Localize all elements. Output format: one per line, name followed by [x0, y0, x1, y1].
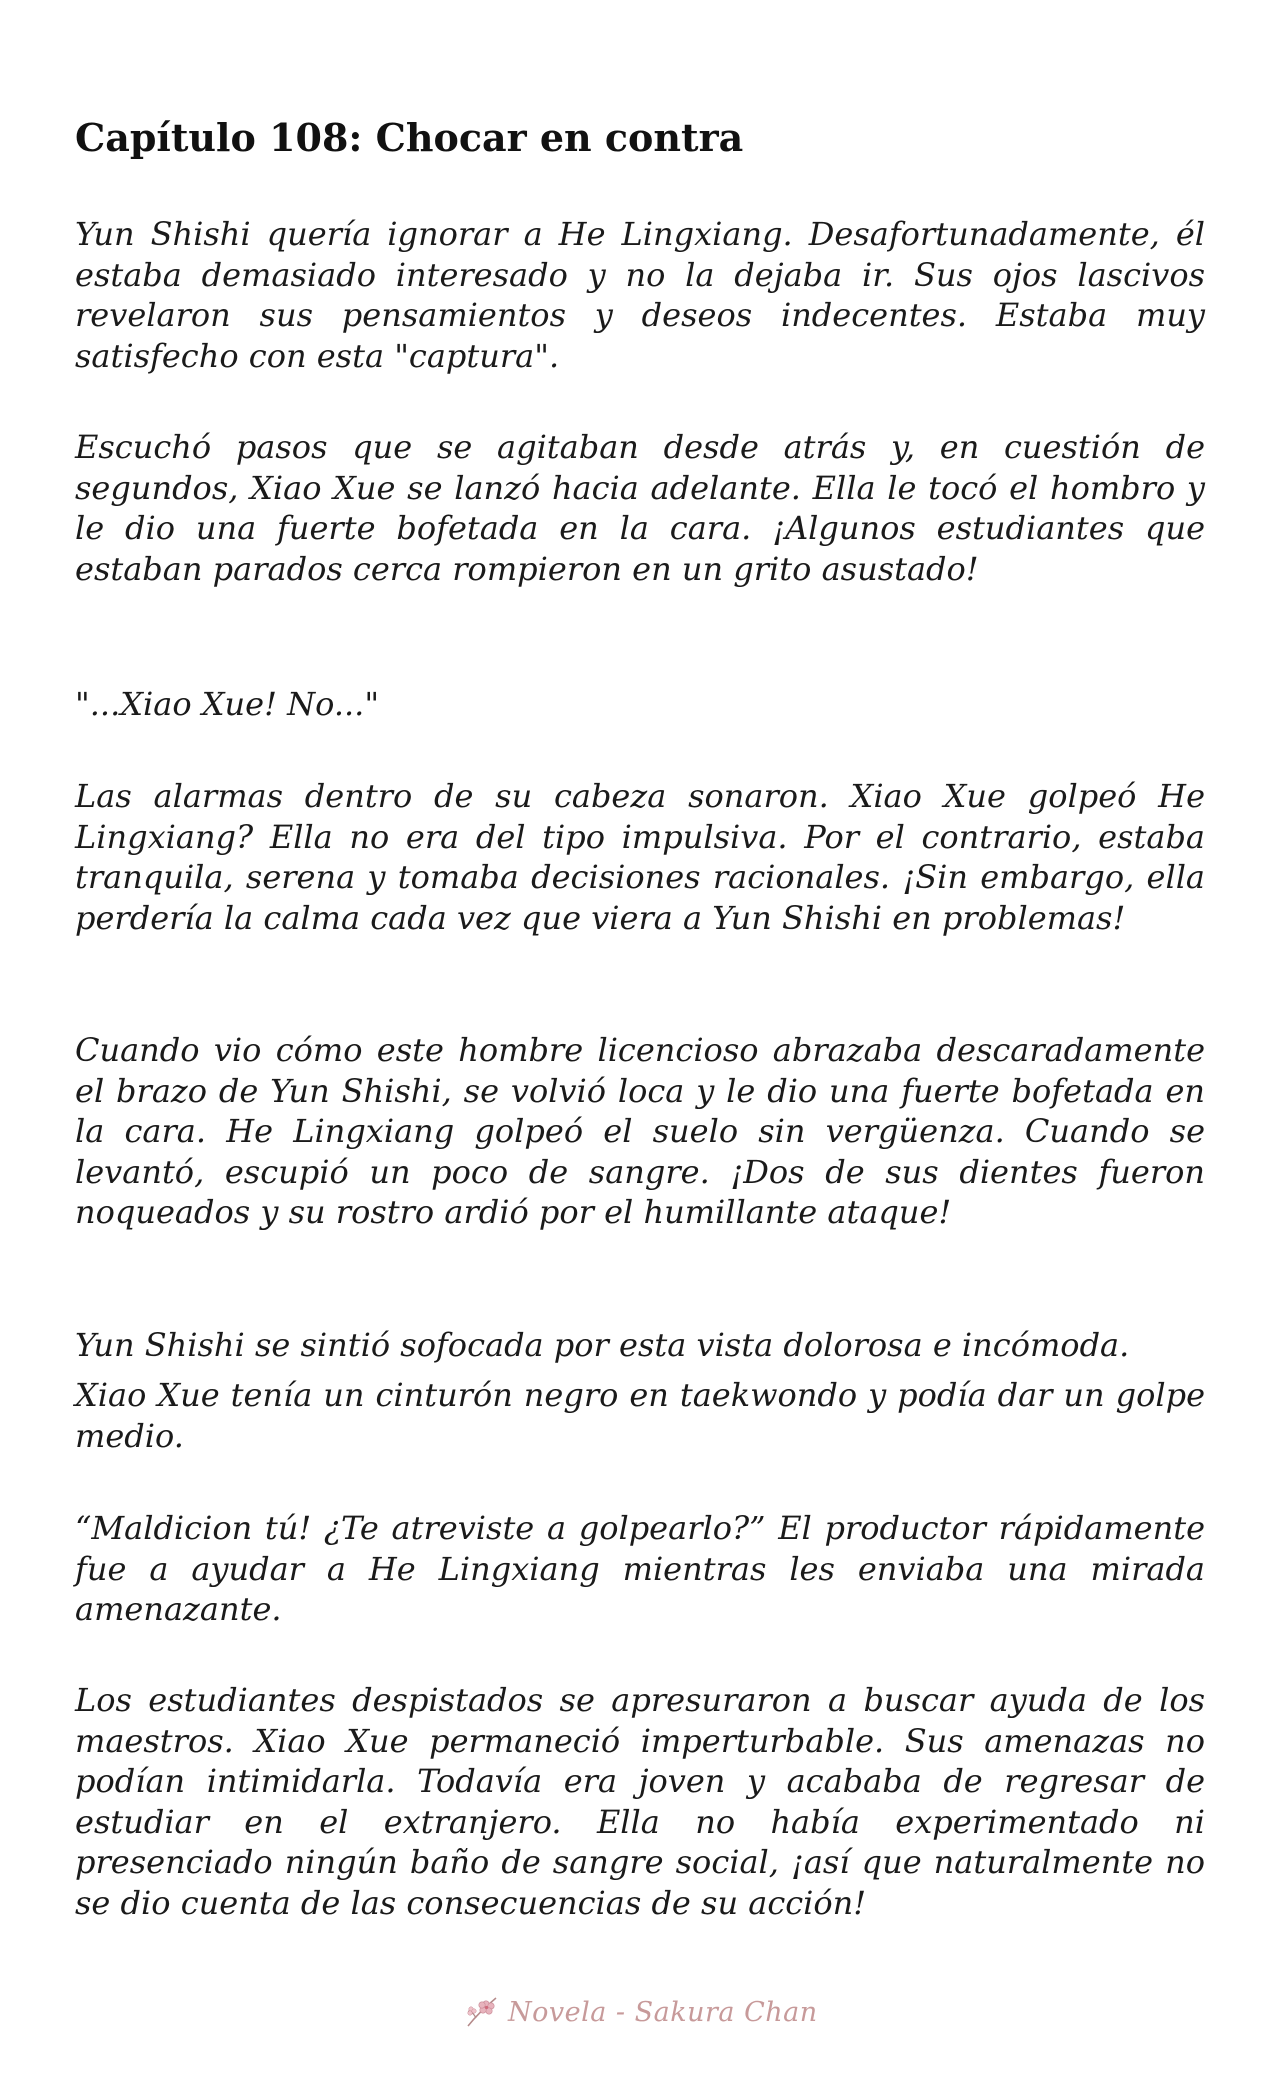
paragraph-5: Cuando vio cómo este hombre licencioso abrazaba descaradamente el brazo de Yun Shishi, se volvió loca y le dio una fuerte bofetada en la cara. He Lingxiang golpeó el suelo sin vergüenza. Cuando se levantó, escupió un poco de sangre. ¡Dos de sus dientes fueron noqueados y su rostro ardió por el humillante ataque!: [75, 1031, 1205, 1231]
paragraph-9: Los estudiantes despistados se apresuraron a buscar ayuda de los maestros. Xiao Xue permaneció imperturbable. Sus amenazas no podían intimidarla. Todavía era joven y acababa de regresar de estudiar en el extranjero. Ella no había experimentado ni presenciado ningún baño de sangre social, ¡así que naturalmente no se dio cuenta de las consecuencias de su acción!: [75, 1681, 1205, 1922]
paragraph-8: “Maldicion tú! ¿Te atreviste a golpearlo?” El productor rápidamente fue a ayudar a He Lingxiang mientras les enviaba una mirada amenazante.: [75, 1509, 1205, 1628]
paragraph-4: Las alarmas dentro de su cabeza sonaron. Xiao Xue golpeó He Lingxiang? Ella no era del tipo impulsiva. Por el contrario, estaba tranquila, serena y tomaba decisiones racionales. ¡Sin embargo, ella perdería la calma cada vez que viera a Yun Shishi en problemas!: [75, 777, 1205, 937]
paragraph-6: Yun Shishi se sintió sofocada por esta vista dolorosa e incómoda.: [75, 1326, 1130, 1364]
paragraph-7: Xiao Xue tenía un cinturón negro en taekwondo y podía dar un golpe medio.: [75, 1376, 1205, 1455]
watermark: [462, 1982, 832, 2042]
paragraph-3: "...Xiao Xue! No...": [75, 685, 380, 723]
cherry-blossom-icon: [462, 1992, 502, 2032]
paragraph-2: Escuchó pasos que se agitaban desde atrás y, en cuestión de segundos, Xiao Xue se lanzó hacia adelante. Ella le tocó el hombro y le dio una fuerte bofetada en la cara. ¡Algunos estudiantes que estaban parados cerca rompieron en un grito asustado!: [75, 428, 1205, 588]
paragraph-1: Yun Shishi quería ignorar a He Lingxiang. Desafortunadamente, él estaba demasiado interesado y no la dejaba ir. Sus ojos lascivos revelaron sus pensamientos y deseos indecentes. Estaba muy satisfecho con esta "captura".: [75, 215, 1205, 375]
chapter-title: Capítulo 108: Chocar en contra: [75, 115, 744, 160]
watermark-text: Novela - Sakura Chan: [508, 1996, 818, 2028]
